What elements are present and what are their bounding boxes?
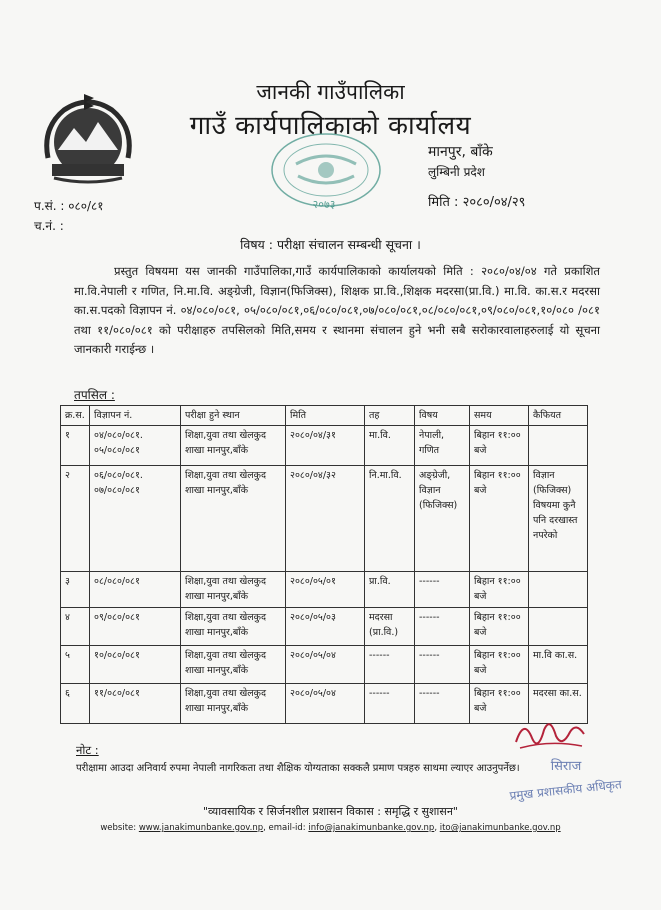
cell-time: बिहान ११:०० बजे: [470, 426, 529, 466]
cell-level: मा.वि.: [365, 426, 415, 466]
cell-remarks: मदरसा का.स.: [529, 684, 588, 724]
cell-sn: ६: [61, 684, 90, 724]
cell-remarks: [529, 426, 588, 466]
slogan: "व्यावसायिक र सिर्जनशील प्रशासन विकास : समृद्धि र सुशासन": [203, 805, 458, 818]
cell-venue: शिक्षा,युवा तथा खेलकुद शाखा मानपुर,बाँके: [181, 572, 286, 608]
cell-sn: ३: [61, 572, 90, 608]
table-row: [61, 608, 588, 646]
cell-time: बिहान ११:०० बजे: [470, 684, 529, 724]
stamp-designation: प्रमुख प्रशासकीय अधिकृत: [508, 777, 623, 803]
email-link-ito[interactable]: ito@janakimunbanke.gov.np: [439, 823, 561, 833]
cell-subject: ------: [415, 572, 470, 608]
notice-body: प्रस्तुत विषयमा यस जानकी गाउँपालिका,गाउँ कार्यपालिकाको कार्यालयको मिति : २०८०/०४/०४ गते प्रकाशित मा.वि.नेपाली र गणित, नि.मा.वि. अङ्ग्रेजी, विज्ञान(फिजिक्स), शिक्षक प्रा.वि.,शिक्षक मदरसा(प्रा.वि.) मा.वि. का.स.र मदरसा का.स.पदको विज्ञापन नं. ०४/०८०/०८१, ०५/०८०/०८१,०६/०८०/०८१,०७/०८०/०८१,०८/०८०/०८१,०९/०८०/०८१,१०/०८० /०८१ तथा ११/०८०/०८१ को परीक्षाहरु तपसिलको मिति,समय र स्थानमा संचालन हुने भनी सबै सरोकारवालाहरुलाई यो सूचना जानकारी गराईन्छ ।: [74, 264, 600, 356]
details-label: तपसिल :: [74, 388, 115, 402]
col-header-subject: विषय: [415, 406, 470, 426]
exam-schedule-table: [60, 405, 588, 724]
cell-level: ------: [365, 646, 415, 684]
stamp-name: सिराज: [550, 759, 582, 774]
email-separator: ,: [434, 823, 440, 833]
cell-ad-no: ०६/०८०/०८१. ०७/०८०/०८१: [90, 466, 181, 572]
org-name: जानकी गाउँपालिका: [256, 80, 405, 104]
website-label: website:: [100, 823, 139, 833]
office-name: गाउँ कार्यपालिकाको कार्यालय: [189, 111, 472, 141]
cell-date: २०८०/०४/३१: [286, 426, 365, 466]
col-header-level: तह: [365, 406, 415, 426]
cell-ad-no: ०८/०८०/०८१: [90, 572, 181, 608]
cell-venue: शिक्षा,युवा तथा खेलकुद शाखा मानपुर,बाँके: [181, 608, 286, 646]
col-header-date: मिति: [286, 406, 365, 426]
cell-venue: शिक्षा,युवा तथा खेलकुद शाखा मानपुर,बाँके: [181, 466, 286, 572]
email-link-info[interactable]: info@janakimunbanke.gov.np: [308, 823, 435, 833]
note-label: नोट :: [76, 743, 99, 757]
cell-sn: ५: [61, 646, 90, 684]
cell-time: बिहान ११:०० बजे: [470, 572, 529, 608]
cell-subject: ------: [415, 608, 470, 646]
office-seal-stamp: [266, 130, 384, 214]
footer-contact: [0, 823, 661, 833]
cell-venue: शिक्षा,युवा तथा खेलकुद शाखा मानपुर,बाँके: [181, 426, 286, 466]
cell-time: बिहान ११:०० बजे: [470, 466, 529, 572]
cell-date: २०८०/०५/०४: [286, 684, 365, 724]
col-header-remarks: कैफियत: [529, 406, 588, 426]
note-text: परीक्षामा आउदा अनिवार्य रुपमा नेपाली नागरिकता तथा शैक्षिक योग्यताका सक्कलै प्रमाण पत्रहरु साथमा ल्याएर आउनुपर्नेछ।: [76, 763, 520, 774]
cell-date: २०८०/०५/०४: [286, 646, 365, 684]
table-header-row: [61, 406, 588, 426]
cell-ad-no: ०९/०८०/०८१: [90, 608, 181, 646]
stamp-year: २०७३: [312, 198, 336, 211]
cell-subject: ------: [415, 684, 470, 724]
cell-sn: ४: [61, 608, 90, 646]
cell-date: २०८०/०४/३२: [286, 466, 365, 572]
email-label: , email-id:: [263, 823, 309, 833]
cell-venue: शिक्षा,युवा तथा खेलकुद शाखा मानपुर,बाँके: [181, 684, 286, 724]
col-header-ad-no: विज्ञापन नं.: [90, 406, 181, 426]
address-city: मानपुर, बाँके: [428, 144, 493, 160]
table-row: [61, 572, 588, 608]
cell-sn: २: [61, 466, 90, 572]
reference-number: प.सं. : ०८०/८१: [34, 199, 104, 213]
cell-remarks: [529, 608, 588, 646]
dispatch-number: च.नं. :: [34, 219, 64, 233]
website-link[interactable]: www.janakimunbanke.gov.np: [138, 823, 264, 833]
subject-line: विषय : परीक्षा संचालन सम्बन्धी सूचना ।: [240, 237, 421, 252]
cell-remarks: मा.वि का.स.: [529, 646, 588, 684]
cell-ad-no: ११/०८०/०८१: [90, 684, 181, 724]
col-header-venue: परीक्षा हुने स्थान: [181, 406, 286, 426]
cell-level: प्रा.वि.: [365, 572, 415, 608]
official-designation-stamp: [496, 748, 636, 808]
cell-remarks: [529, 572, 588, 608]
cell-sn: १: [61, 426, 90, 466]
address-province: लुम्बिनी प्रदेश: [428, 165, 485, 179]
table-row: [61, 426, 588, 466]
table-row: [61, 646, 588, 684]
cell-ad-no: १०/०८०/०८१: [90, 646, 181, 684]
cell-level: ------: [365, 684, 415, 724]
cell-level: नि.मा.वि.: [365, 466, 415, 572]
col-header-time: समय: [470, 406, 529, 426]
table-row: [61, 466, 588, 572]
cell-time: बिहान ११:०० बजे: [470, 646, 529, 684]
cell-remarks: विज्ञान (फिजिक्स) विषयमा कुनै पनि दरखास्त नपरेको: [529, 466, 588, 572]
issue-date: मिति : २०८०/०४/२९: [428, 195, 526, 210]
table-row: [61, 684, 588, 724]
cell-ad-no: ०४/०८०/०८१. ०५/०८०/०८१: [90, 426, 181, 466]
cell-subject: ------: [415, 646, 470, 684]
cell-level: मदरसा (प्रा.वि.): [365, 608, 415, 646]
cell-date: २०८०/०५/०१: [286, 572, 365, 608]
cell-subject: अङ्ग्रेजी, विज्ञान (फिजिक्स): [415, 466, 470, 572]
cell-venue: शिक्षा,युवा तथा खेलकुद शाखा मानपुर,बाँके: [181, 646, 286, 684]
col-header-sn: क्र.स.: [61, 406, 90, 426]
cell-subject: नेपाली, गणित: [415, 426, 470, 466]
cell-date: २०८०/०५/०३: [286, 608, 365, 646]
cell-time: बिहान ११:०० बजे: [470, 608, 529, 646]
